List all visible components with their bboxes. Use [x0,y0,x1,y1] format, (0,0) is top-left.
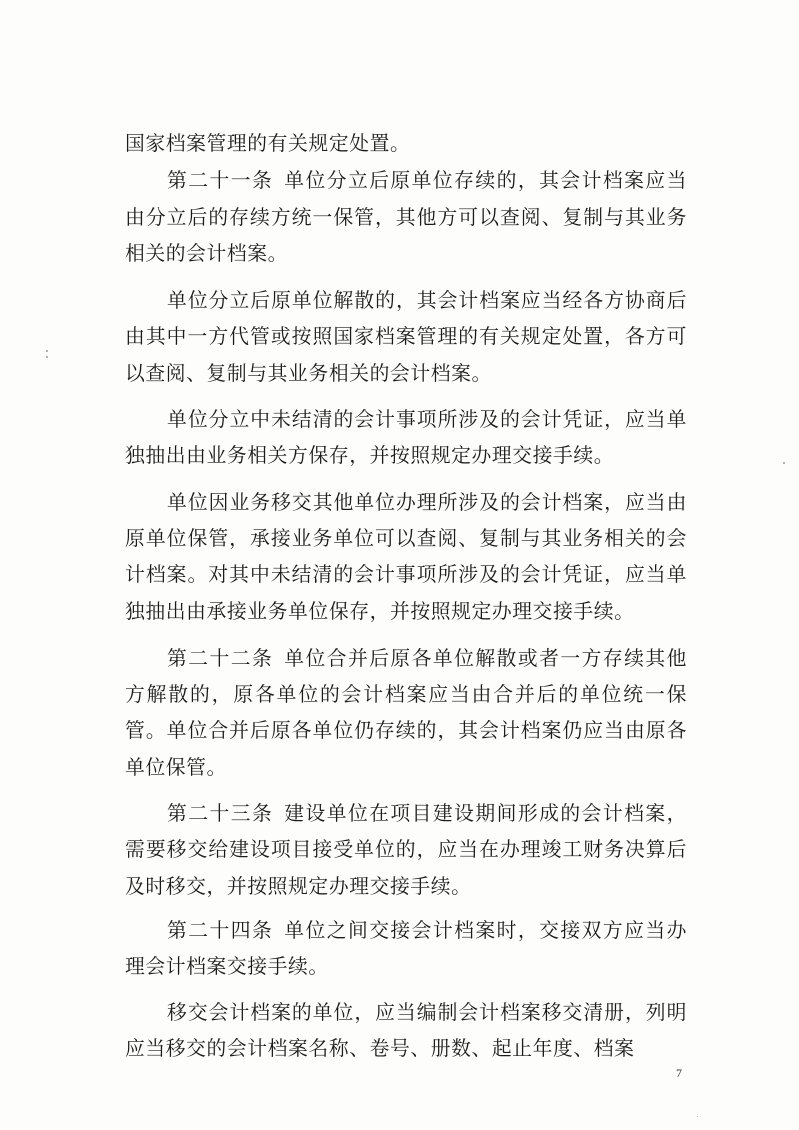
scan-speck [697,1116,698,1117]
scan-speck [46,356,48,358]
article-number: 第二十三条 [167,802,274,826]
article-24-paragraph-2 [125,995,687,1068]
scan-speck [783,462,785,464]
paragraph-continuation [125,126,687,162]
article-24 [125,913,687,986]
article-number: 第二十四条 [167,918,274,942]
paragraph-text: 单位分立后原单位存续的，其会计档案应当由分立后的存续方统一保管，其他方可以查阅、复制与其业务相关的会计档案。 [125,169,687,265]
paragraph-text: 单位之间交接会计档案时，交接双方应当办理会计档案交接手续。 [125,918,687,979]
paragraph-text: 移交会计档案的单位，应当编制会计档案移交清册，列明应当移交的会计档案名称、卷号、册数、起止年度、档案 [125,1000,687,1060]
article-23 [125,796,687,905]
article-21-paragraph-3 [125,402,687,475]
scan-speck [46,350,48,352]
paragraph-text: 单位因业务移交其他单位办理所涉及的会计档案，应当由原单位保管，承接业务单位可以查阅、复制与其业务相关的会计档案。对其中未结清的会计事项所涉及的会计凭证，应当单独抽出由承接业务单位保存，并按照规定办理交接手续。 [125,490,687,623]
paragraph-text: 单位分立中未结清的会计事项所涉及的会计凭证，应当单独抽出由业务相关方保存，并按照规定办理交接手续。 [125,408,687,468]
document-body [125,126,687,1067]
article-21-paragraph-2 [125,283,687,392]
paragraph-text: 建设单位在项目建设期间形成的会计档案，需要移交给建设项目接受单位的，应当在办理竣工财务决算后及时移交，并按照规定办理交接手续。 [125,802,687,898]
page-number: 7 [676,1066,682,1080]
article-number: 第二十一条 [167,169,274,193]
article-21-paragraph-4 [125,485,687,630]
article-number: 第二十二条 [167,646,274,670]
paragraph-text: 国家档案管理的有关规定处置。 [125,132,411,155]
paragraph-text: 单位分立后原单位解散的，其会计档案应当经各方协商后由其中一方代管或按照国家档案管理的有关规定处置，各方可以查阅、复制与其业务相关的会计档案。 [125,289,687,385]
article-21 [125,163,687,272]
paragraph-text: 单位合并后原各单位解散或者一方存续其他方解散的，原各单位的会计档案应当由合并后的单位统一保管。单位合并后原各单位仍存续的，其会计档案仍应当由原各单位保管。 [125,646,687,779]
article-22 [125,641,687,786]
